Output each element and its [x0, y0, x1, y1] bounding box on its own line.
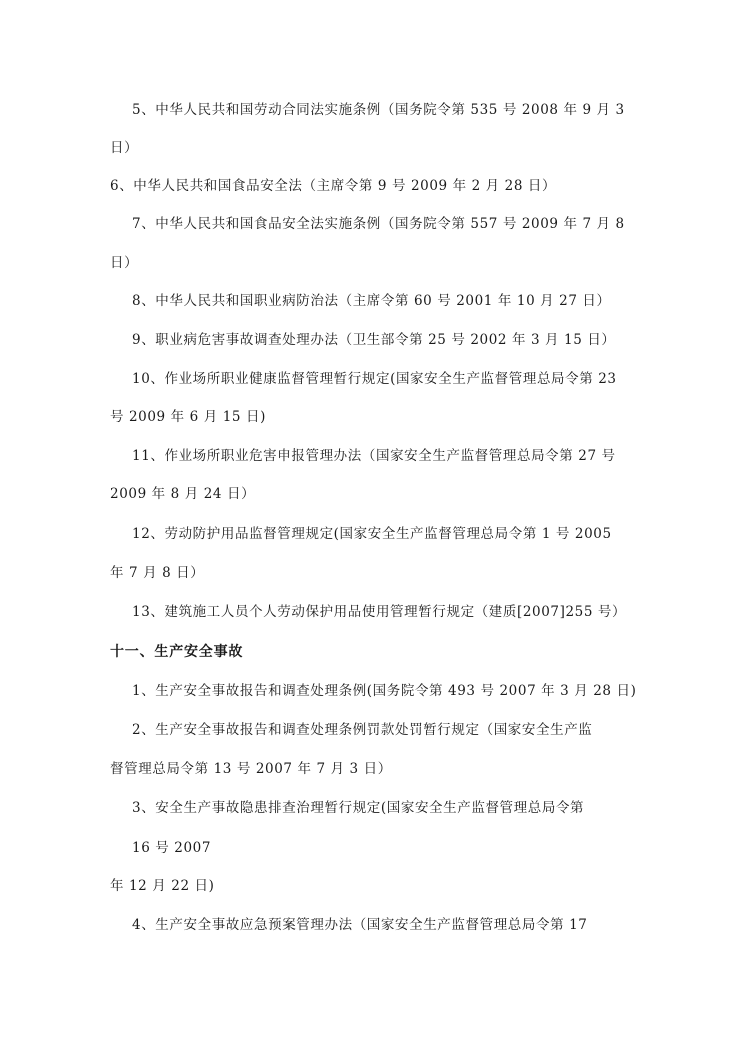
regulation-item-11-line-2: 2009 年 8 月 24 日） [110, 486, 256, 502]
section-heading: 十一、生产安全事故 [110, 644, 244, 660]
accident-item-1: 1、生产安全事故报告和调查处理条例(国务院令第 493 号 2007 年 3 月 28 日) [132, 683, 637, 699]
accident-item-3-line-1: 3、安全生产事故隐患排查治理暂行规定(国家安全生产监督管理总局令第 [132, 800, 585, 816]
regulation-item-8: 8、中华人民共和国职业病防治法（主席令第 60 号 2001 年 10 月 27 日） [132, 293, 611, 309]
regulation-item-13: 13、建筑施工人员个人劳动保护用品使用管理暂行规定（建质[2007]255 号） [132, 604, 627, 620]
accident-item-3-line-3: 年 12 月 22 日) [110, 878, 215, 894]
regulation-item-10-line-2: 号 2009 年 6 月 15 日) [110, 409, 266, 425]
regulation-item-7-line-1: 7、中华人民共和国食品安全法实施条例（国务院令第 557 号 2009 年 7 月 8 [132, 216, 625, 232]
regulation-item-7-line-2: 日） [110, 255, 139, 271]
regulation-item-5-line-2: 日） [110, 140, 139, 156]
regulation-item-5-line-1: 5、中华人民共和国劳动合同法实施条例（国务院令第 535 号 2008 年 9 月 3 [132, 102, 625, 118]
regulation-item-10-line-1: 10、作业场所职业健康监督管理暂行规定(国家安全生产监督管理总局令第 23 [132, 371, 617, 387]
regulation-item-12-line-2: 年 7 月 8 日） [110, 565, 205, 581]
regulation-item-12-line-1: 12、劳动防护用品监督管理规定(国家安全生产监督管理总局令第 1 号 2005 [132, 526, 612, 542]
regulation-item-9: 9、职业病危害事故调查处理办法（卫生部令第 25 号 2002 年 3 月 15 日） [132, 332, 616, 348]
accident-item-2-line-2: 督管理总局令第 13 号 2007 年 7 月 3 日） [110, 761, 392, 777]
regulation-item-6: 6、中华人民共和国食品安全法（主席令第 9 号 2009 年 2 月 28 日） [110, 178, 557, 194]
accident-item-4-line-1: 4、生产安全事故应急预案管理办法（国家安全生产监督管理总局令第 17 [132, 917, 588, 933]
accident-item-3-line-2: 16 号 2007 [132, 840, 212, 856]
regulation-item-11-line-1: 11、作业场所职业危害申报管理办法（国家安全生产监督管理总局令第 27 号 [132, 448, 616, 464]
accident-item-2-line-1: 2、生产安全事故报告和调查处理条例罚款处罚暂行规定（国家安全生产监 [132, 722, 593, 738]
